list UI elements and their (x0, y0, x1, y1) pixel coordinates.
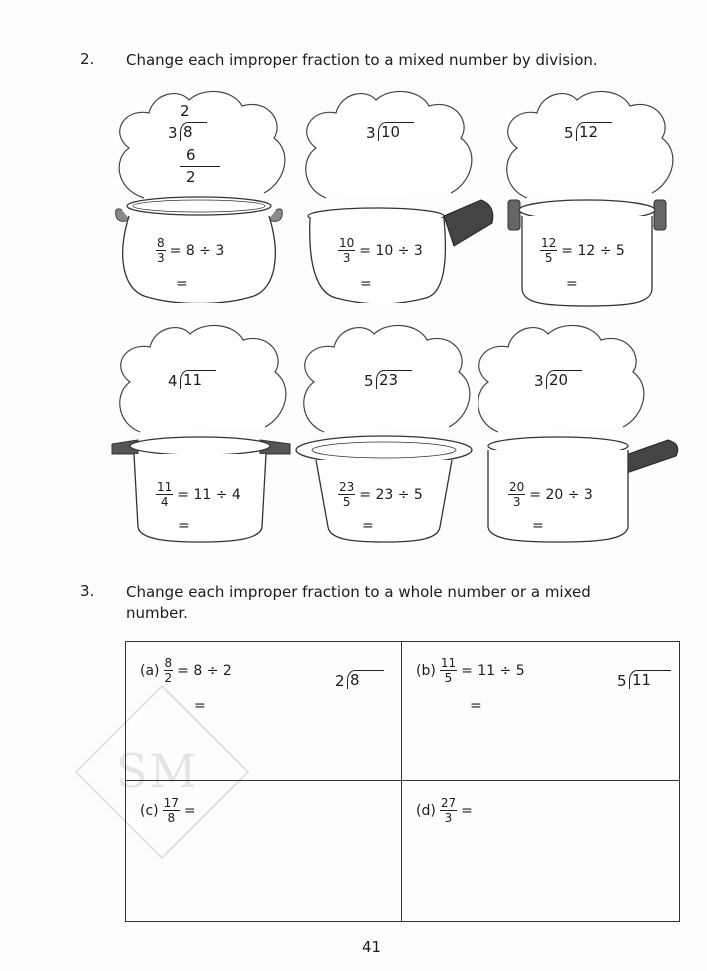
pot-1-divisor: 3 (168, 124, 178, 142)
cell-b-answer-equals: = (470, 698, 482, 714)
steam-pot-4-illustration (110, 322, 300, 552)
pot-3 (502, 88, 692, 303)
pot-2-answer-equals: = (360, 276, 372, 292)
pot-3-fraction: $\frac{12}{5}$ (541, 236, 557, 265)
cell-c-expression: (c) $\frac{17}{8}$ = (140, 796, 196, 825)
steam-pot-1-illustration (104, 88, 294, 303)
pot-3-divisor: 5 (564, 124, 574, 142)
pot-3-answer-equals: = (566, 276, 578, 292)
question-2-text: Change each improper fraction to a mixed number by division. (126, 51, 598, 69)
pot-5-expression: $\frac{23}{5}$ = 23 ÷ 5 (339, 480, 423, 509)
cell-b-fraction: $\frac{11}{5}$ (440, 656, 457, 685)
pot-1-remainder: 2 (186, 168, 196, 186)
pot-1-expression: $\frac{8}{3}$ = 8 ÷ 3 (157, 236, 225, 265)
pot-1-subtraction-line (180, 166, 220, 167)
question-3-text-line-2: number. (126, 604, 188, 622)
pot-2-divisor: 3 (366, 124, 376, 142)
cell-a-fraction: $\frac{8}{2}$ (164, 656, 173, 685)
question-3-number: 3. (80, 582, 95, 600)
pot-1-answer-equals: = (176, 276, 188, 292)
cell-b-dividend: 11 (629, 670, 671, 689)
cell-d-expression: (d) $\frac{27}{3}$ = (416, 796, 473, 825)
pot-5-fraction: $\frac{23}{5}$ (339, 480, 355, 509)
pot-5-dividend: 23 (376, 370, 412, 389)
pot-1 (104, 88, 294, 303)
pot-4-expression: $\frac{11}{4}$ = 11 ÷ 4 (157, 480, 241, 509)
cell-b-label: (b) (416, 662, 436, 679)
pot-6-fraction: $\frac{20}{3}$ (509, 480, 525, 509)
pot-1-product: 6 (186, 146, 196, 164)
pot-3-expression: $\frac{12}{5}$ = 12 ÷ 5 (541, 236, 625, 265)
cell-b-expression: (b) $\frac{11}{5}$ = 11 ÷ 5 (416, 656, 525, 685)
steam-pot-5-illustration (294, 322, 484, 552)
pot-3-dividend: 12 (576, 122, 612, 141)
pot-2-dividend: 10 (378, 122, 414, 141)
question-3-text-line-1: Change each improper fraction to a whole number or a mixed (126, 583, 591, 601)
pot-6-answer-equals: = (532, 518, 544, 534)
page-number: 41 (362, 938, 382, 956)
cell-c-label: (c) (140, 802, 159, 819)
cell-a-dividend: 8 (347, 670, 384, 689)
pot-2 (296, 88, 486, 303)
cell-a-divisor: 2 (335, 672, 345, 690)
pot-6-divisor: 3 (534, 372, 544, 390)
cell-a-expression: (a) $\frac{8}{2}$ = 8 ÷ 2 (140, 656, 232, 685)
pot-5-answer-equals: = (362, 518, 374, 534)
cell-c-fraction: $\frac{17}{8}$ (163, 796, 179, 825)
pot-4-dividend: 11 (180, 370, 216, 389)
pot-6-dividend: 20 (546, 370, 582, 389)
cell-b-divisor: 5 (617, 672, 627, 690)
watermark-text: SM (116, 744, 199, 798)
pot-4-answer-equals: = (178, 518, 190, 534)
pot-1-fraction: $\frac{8}{3}$ (157, 236, 165, 265)
pot-6-expression: $\frac{20}{3}$ = 20 ÷ 3 (509, 480, 593, 509)
pot-4-divisor: 4 (168, 372, 178, 390)
cell-a-answer-equals: = (194, 698, 206, 714)
pot-5-divisor: 5 (364, 372, 374, 390)
pot-1-quotient: 2 (180, 102, 190, 120)
pot-4-fraction: $\frac{11}{4}$ (157, 480, 173, 509)
pot-2-expression: $\frac{10}{3}$ = 10 ÷ 3 (339, 236, 423, 265)
cell-d-fraction: $\frac{27}{3}$ (440, 796, 457, 825)
steam-pot-6-illustration (478, 322, 688, 552)
cell-a-label: (a) (140, 662, 160, 679)
pot-1-dividend: 8 (180, 122, 207, 141)
steam-pot-2-illustration (296, 88, 506, 303)
question-2-number: 2. (80, 50, 95, 68)
pot-2-fraction: $\frac{10}{3}$ (339, 236, 355, 265)
cell-d-label: (d) (416, 802, 436, 819)
